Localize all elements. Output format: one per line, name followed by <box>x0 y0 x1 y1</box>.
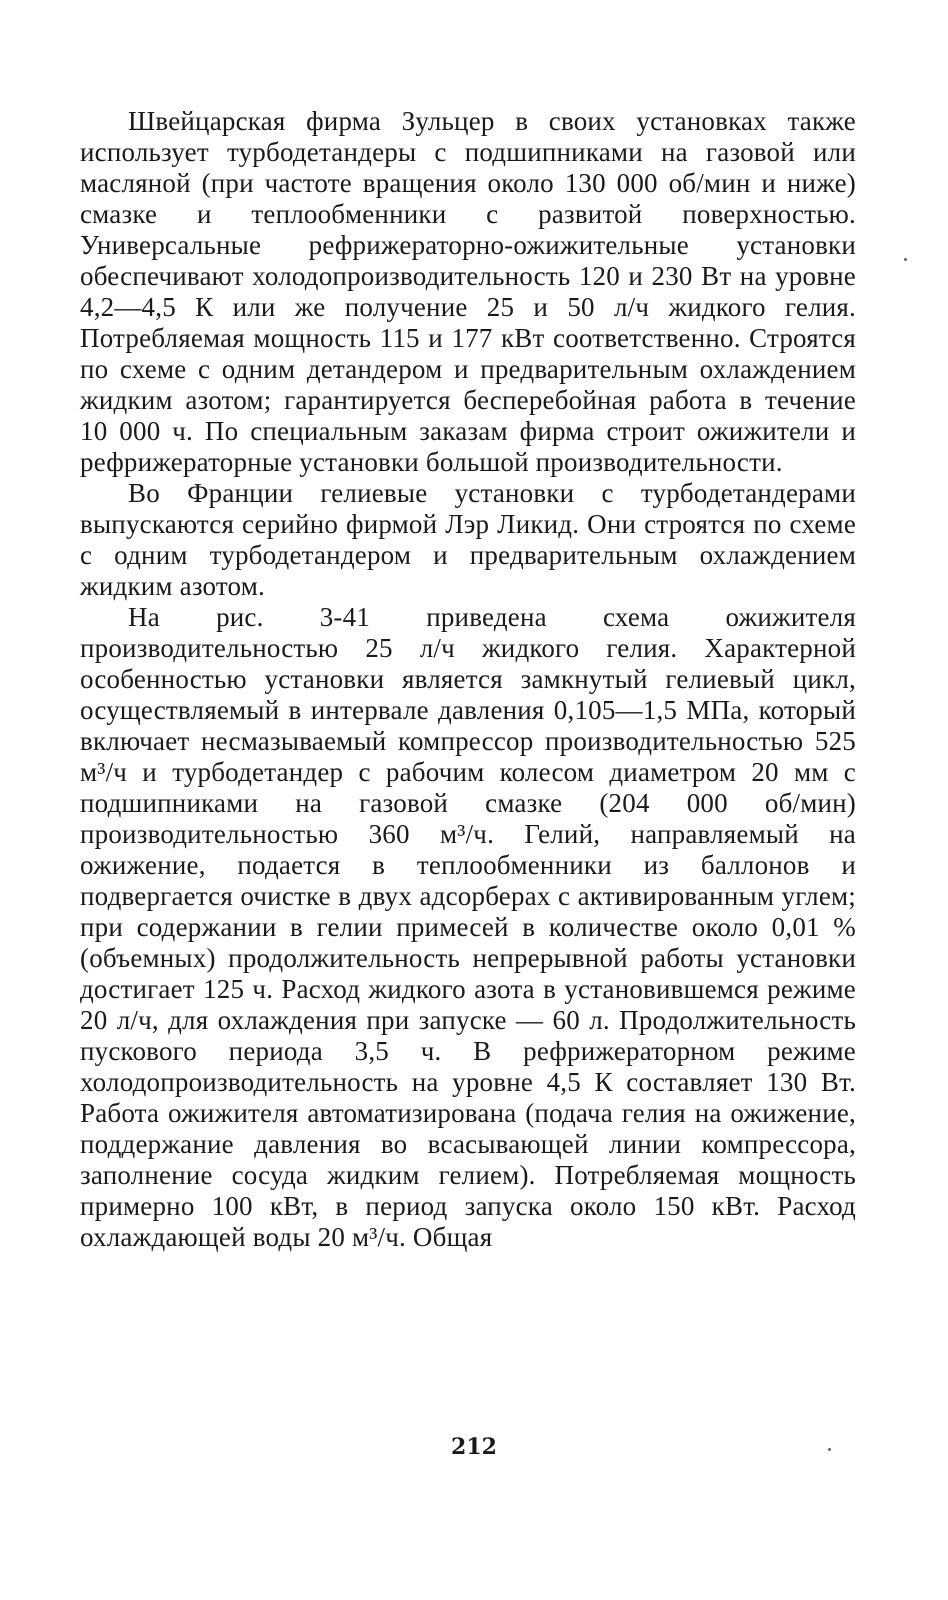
print-speck <box>904 258 907 261</box>
paragraph-figure-3-41: На рис. 3-41 приведена схема ожижителя производительностью 25 л/ч жидкого гелия. Характерной особенностью установки является замкнутый гелиевый цикл, осуществляемый в интервале давления 0,105—1,5 МПа, который включает несмазываемый компрессор производительностью 525 м³/ч и турбодетандер с рабочим колесом диаметром 20 мм с подшипниками на газовой смазке (204 000 об/мин) производительностью 360 м³/ч. Гелий, направляемый на ожижение, подается в теплообменники из баллонов и подвергается очистке в двух адсорберах с активированным углем; при содержании в гелии примесей в количестве около 0,01 % (объемных) продолжительность непрерывной работы установки достигает 125 ч. Расход жидкого азота в установившемся режиме 20 л/ч, для охлаждения при запуске — 60 л. Продолжительность пускового периода 3,5 ч. В рефрижераторном режиме холодопроизводительность на уровне 4,5 К составляет 130 Вт. Работа ожижителя автоматизирована (подача гелия на ожижение, поддержание давления во всасывающей линии компрессора, заполнение сосуда жидким гелием). Потребляемая мощность примерно 100 кВт, в период запуска около 150 кВт. Расход охлаждающей воды 20 м³/ч. Общая <box>80 602 856 1252</box>
paragraph-france: Во Франции гелиевые установки с турбодетандерами выпускаются серийно фирмой Лэр Ликид. Они строятся по схеме с одним турбодетандером и предварительным охлаждением жидким азотом. <box>80 478 856 601</box>
paragraph-sulzer: Швейцарская фирма Зульцер в своих установках также использует турбодетандеры с подшипниками на газовой или масляной (при частоте вращения около 130 000 об/мин и ниже) смазке и теплообменники с развитой поверхностью. Универсальные рефрижераторно-ожижительные установки обеспечивают холодопроизводительность 120 и 230 Вт на уровне 4,2—4,5 К или же получение 25 и 50 л/ч жидкого гелия. Потребляемая мощность 115 и 177 кВт соответственно. Строятся по схеме с одним детандером и предварительным охлаждением жидким азотом; гарантируется бесперебойная работа в течение 10 000 ч. По специальным заказам фирма строит ожижители и рефрижераторные установки большой производительности. <box>80 106 856 477</box>
page-body <box>80 106 856 1253</box>
print-speck <box>828 1448 831 1451</box>
page-number: 212 <box>451 1434 497 1460</box>
